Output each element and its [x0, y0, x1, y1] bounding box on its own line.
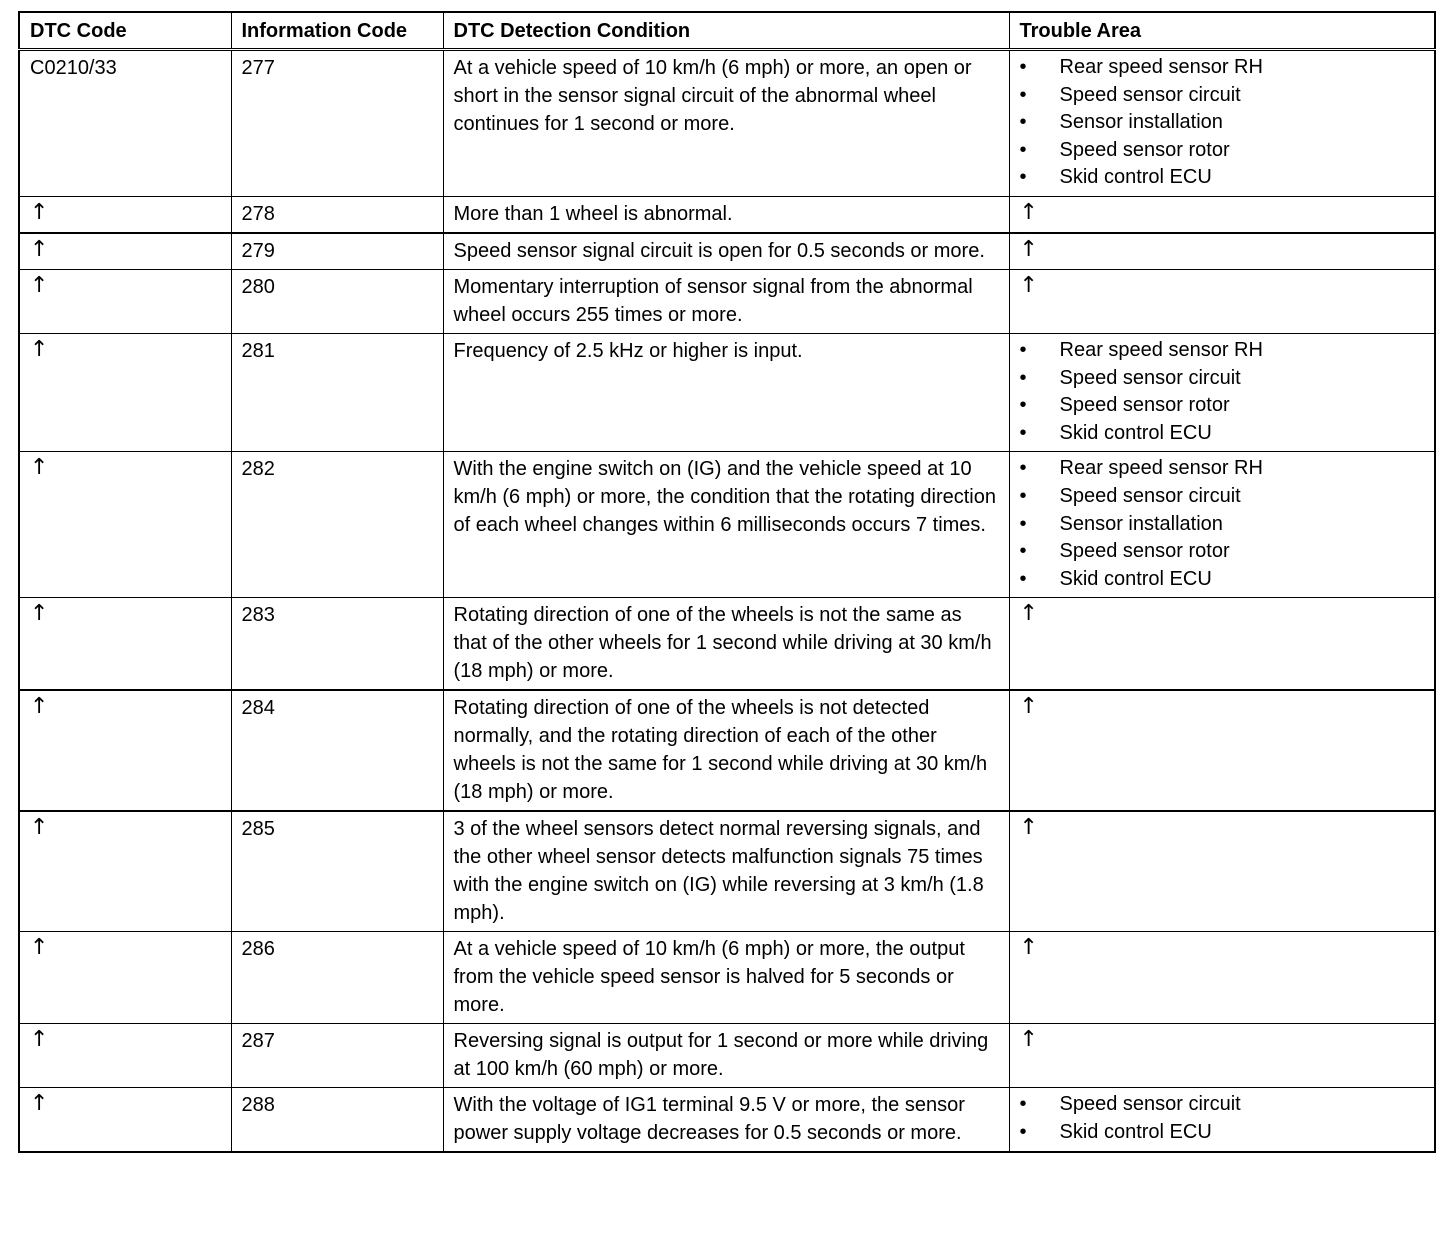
trouble-area-item — [1020, 483, 1425, 511]
dtc-code-cell: ↑ — [19, 690, 231, 811]
header-detection-condition: DTC Detection Condition — [443, 12, 1009, 50]
bullet-icon: • — [1019, 83, 1027, 106]
trouble-area-cell: ↑ — [1009, 690, 1435, 811]
bullet-icon: • — [1019, 111, 1027, 134]
detection-condition-cell: 3 of the wheel sensors detect normal reversing signals, and the other wheel sensor detects malfunction signals 75 times with the engine switch on (IG) while reversing at 3 km/h (1.8 mph). — [443, 811, 1009, 932]
detection-condition-cell: Rotating direction of one of the wheels is not the same as that of the other wheels for 1 second while driving at 30 km/h (18 mph) or more. — [443, 598, 1009, 691]
table-row — [19, 690, 1435, 811]
trouble-area-text: Rear speed sensor RH — [1059, 457, 1263, 480]
trouble-area-item — [1020, 82, 1425, 110]
header-information-code: Information Code — [231, 12, 443, 50]
dtc-code-cell: ↑ — [19, 598, 231, 691]
trouble-area-item — [1020, 137, 1425, 165]
trouble-area-text: Speed sensor circuit — [1059, 83, 1241, 106]
information-code-cell: 277 — [231, 50, 443, 197]
bullet-icon: • — [1019, 484, 1027, 507]
bullet-icon: • — [1019, 421, 1027, 444]
trouble-area-text: Speed sensor circuit — [1059, 366, 1241, 389]
information-code-cell: 283 — [231, 598, 443, 691]
table-row — [19, 1024, 1435, 1088]
table-row — [19, 233, 1435, 270]
trouble-area-item — [1020, 566, 1425, 594]
trouble-area-cell: ↑ — [1009, 196, 1435, 233]
trouble-area-text: Speed sensor circuit — [1059, 1093, 1241, 1116]
table-row — [19, 811, 1435, 932]
trouble-area-list — [1020, 1091, 1425, 1146]
dtc-code-cell: ↑ — [19, 1088, 231, 1153]
trouble-area-item — [1020, 511, 1425, 539]
bullet-icon: • — [1019, 56, 1027, 78]
header-dtc-code: DTC Code — [19, 12, 231, 50]
information-code-cell: 288 — [231, 1088, 443, 1153]
trouble-area-cell: ↑ — [1009, 269, 1435, 333]
trouble-area-cell: ↑ — [1009, 233, 1435, 270]
table-row — [19, 452, 1435, 598]
trouble-area-cell — [1009, 50, 1435, 197]
trouble-area-item — [1020, 392, 1425, 420]
trouble-area-cell: ↑ — [1009, 598, 1435, 691]
trouble-area-item — [1020, 337, 1425, 365]
detection-condition-cell: Momentary interruption of sensor signal from the abnormal wheel occurs 255 times or more. — [443, 269, 1009, 333]
trouble-area-cell: ↑ — [1009, 1024, 1435, 1088]
trouble-area-list — [1020, 337, 1425, 447]
detection-condition-cell: Rotating direction of one of the wheels is not detected normally, and the rotating direction of each of the other wheels is not the same for 1 second while driving at 30 km/h (18 mph) or more. — [443, 690, 1009, 811]
bullet-icon: • — [1019, 567, 1027, 590]
trouble-area-item — [1020, 420, 1425, 448]
dtc-code-cell: ↑ — [19, 333, 231, 451]
table-row — [19, 932, 1435, 1024]
information-code-cell: 280 — [231, 269, 443, 333]
table-row — [19, 598, 1435, 691]
information-code-cell: 286 — [231, 932, 443, 1024]
dtc-code-cell: ↑ — [19, 233, 231, 270]
trouble-area-item — [1020, 1091, 1425, 1119]
bullet-icon: • — [1019, 1093, 1027, 1116]
trouble-area-text: Sensor installation — [1059, 512, 1223, 535]
trouble-area-item — [1020, 365, 1425, 393]
table-row — [19, 50, 1435, 197]
header-row — [19, 12, 1435, 50]
trouble-area-text: Speed sensor circuit — [1059, 484, 1241, 507]
trouble-area-list — [1020, 455, 1425, 593]
trouble-area-item — [1020, 1119, 1425, 1147]
information-code-cell: 284 — [231, 690, 443, 811]
trouble-area-list — [1020, 54, 1425, 192]
bullet-icon: • — [1019, 366, 1027, 389]
detection-condition-cell: With the voltage of IG1 terminal 9.5 V or more, the sensor power supply voltage decreases for 0.5 seconds or more. — [443, 1088, 1009, 1153]
dtc-code-cell: ↑ — [19, 452, 231, 598]
information-code-cell: 287 — [231, 1024, 443, 1088]
dtc-code-cell: ↑ — [19, 811, 231, 932]
trouble-area-text: Sensor installation — [1059, 111, 1223, 134]
trouble-area-text: Skid control ECU — [1059, 1120, 1212, 1143]
information-code-cell: 278 — [231, 196, 443, 233]
dtc-code-cell: ↑ — [19, 932, 231, 1024]
bullet-icon: • — [1019, 166, 1027, 189]
detection-condition-cell: At a vehicle speed of 10 km/h (6 mph) or more, the output from the vehicle speed sensor is halved for 5 seconds or more. — [443, 932, 1009, 1024]
bullet-icon: • — [1019, 457, 1027, 480]
information-code-cell: 281 — [231, 333, 443, 451]
bullet-icon: • — [1019, 138, 1027, 161]
trouble-area-cell — [1009, 452, 1435, 598]
detection-condition-cell: With the engine switch on (IG) and the vehicle speed at 10 km/h (6 mph) or more, the condition that the rotating direction of each wheel changes within 6 milliseconds occurs 7 times. — [443, 452, 1009, 598]
trouble-area-cell: ↑ — [1009, 932, 1435, 1024]
header-trouble-area: Trouble Area — [1009, 12, 1435, 50]
trouble-area-cell — [1009, 1088, 1435, 1153]
trouble-area-item — [1020, 109, 1425, 137]
information-code-cell: 279 — [231, 233, 443, 270]
information-code-cell: 282 — [231, 452, 443, 598]
dtc-code-cell: C0210/33 — [19, 50, 231, 197]
trouble-area-text: Speed sensor rotor — [1059, 394, 1230, 417]
bullet-icon: • — [1019, 338, 1027, 361]
table-row — [19, 269, 1435, 333]
table-row — [19, 333, 1435, 451]
dtc-code-cell: ↑ — [19, 196, 231, 233]
bullet-icon: • — [1019, 1120, 1027, 1143]
detection-condition-cell: More than 1 wheel is abnormal. — [443, 196, 1009, 233]
table-row — [19, 196, 1435, 233]
trouble-area-text: Rear speed sensor RH — [1059, 56, 1263, 78]
dtc-table — [18, 11, 1436, 1153]
trouble-area-item — [1020, 164, 1425, 192]
detection-condition-cell: Frequency of 2.5 kHz or higher is input. — [443, 333, 1009, 451]
bullet-icon: • — [1019, 540, 1027, 563]
trouble-area-cell: ↑ — [1009, 811, 1435, 932]
information-code-cell: 285 — [231, 811, 443, 932]
trouble-area-cell — [1009, 333, 1435, 451]
trouble-area-text: Speed sensor rotor — [1059, 138, 1230, 161]
table-row — [19, 1088, 1435, 1153]
trouble-area-item — [1020, 538, 1425, 566]
dtc-code-cell: ↑ — [19, 269, 231, 333]
bullet-icon: • — [1019, 512, 1027, 535]
trouble-area-text: Rear speed sensor RH — [1059, 338, 1263, 361]
trouble-area-text: Skid control ECU — [1059, 166, 1212, 189]
detection-condition-cell: Reversing signal is output for 1 second or more while driving at 100 km/h (60 mph) or more. — [443, 1024, 1009, 1088]
bullet-icon: • — [1019, 394, 1027, 417]
trouble-area-text: Skid control ECU — [1059, 421, 1212, 444]
trouble-area-item — [1020, 455, 1425, 483]
trouble-area-text: Speed sensor rotor — [1059, 540, 1230, 563]
trouble-area-text: Skid control ECU — [1059, 567, 1212, 590]
detection-condition-cell: Speed sensor signal circuit is open for 0.5 seconds or more. — [443, 233, 1009, 270]
trouble-area-item — [1020, 54, 1425, 82]
dtc-code-cell: ↑ — [19, 1024, 231, 1088]
detection-condition-cell: At a vehicle speed of 10 km/h (6 mph) or more, an open or short in the sensor signal circuit of the abnormal wheel continues for 1 second or more. — [443, 50, 1009, 197]
